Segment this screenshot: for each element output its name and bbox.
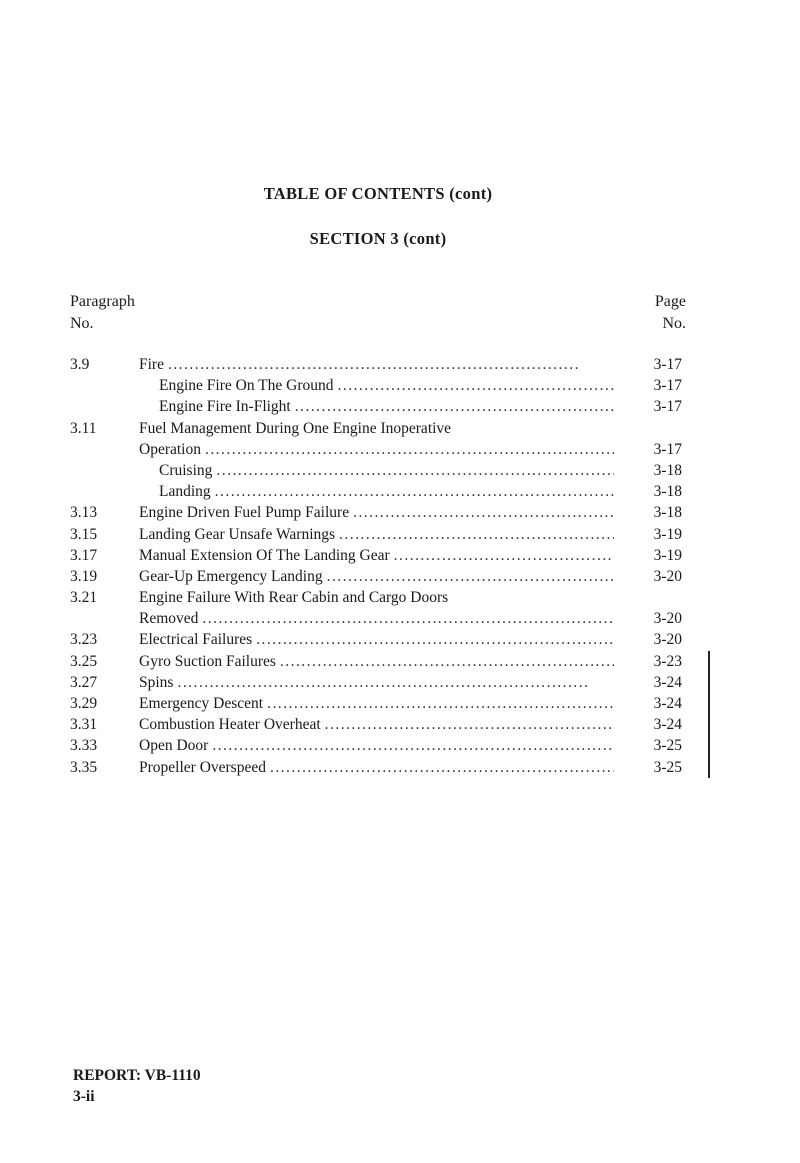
toc-row — [0, 354, 800, 375]
toc-row — [0, 672, 800, 693]
toc-row — [0, 439, 800, 460]
toc-entry — [159, 460, 614, 481]
entry-title: Gyro Suction Failures — [139, 652, 276, 670]
page-number: 3-25 — [653, 737, 682, 755]
toc-entry — [139, 629, 614, 650]
toc-entry — [139, 757, 614, 778]
page-header-line1: Page — [654, 293, 686, 310]
toc-row — [0, 502, 800, 523]
entry-title: Cruising — [159, 461, 213, 479]
entry-title: Emergency Descent — [139, 695, 264, 712]
toc-title: TABLE OF CONTENTS (cont) — [263, 184, 493, 203]
toc-entry — [139, 672, 614, 693]
toc-entry — [139, 439, 614, 460]
paragraph-number: 3.19 — [70, 567, 98, 585]
paragraph-number: 3.31 — [70, 716, 98, 734]
toc-entry — [159, 396, 614, 417]
paragraph-number: 3.17 — [70, 546, 98, 564]
dot-leader — [270, 757, 614, 778]
dot-leader — [394, 545, 614, 566]
toc-row — [0, 757, 800, 778]
page-number: 3-19 — [653, 546, 682, 564]
page-number: 3-17 — [653, 356, 682, 373]
paragraph-header-line1: Paragraph — [70, 293, 135, 310]
toc-row — [0, 524, 800, 545]
page-number: 3-24 — [653, 673, 682, 691]
entry-title: Removed — [139, 610, 199, 628]
page-number: 3-18 — [653, 483, 682, 501]
entry-title: Fire — [139, 356, 164, 373]
toc-row — [0, 735, 800, 756]
paragraph-number: 3.15 — [70, 525, 98, 543]
dot-leader — [256, 629, 614, 650]
entry-title: Combustion Heater Overheat — [139, 716, 321, 734]
dot-leader — [339, 524, 614, 545]
entry-title: Gear-Up Emergency Landing — [139, 567, 323, 585]
entry-title: Electrical Failures — [139, 631, 253, 649]
page-number: 3-25 — [653, 758, 682, 776]
toc-entry — [139, 566, 614, 587]
paragraph-column-header — [70, 291, 135, 335]
toc-entry — [139, 714, 614, 735]
page-number: 3-20 — [653, 610, 682, 628]
toc-entry — [139, 651, 614, 672]
toc-row — [0, 460, 800, 481]
dot-leader — [205, 439, 614, 460]
dot-leader — [177, 672, 614, 693]
page-number: 3-20 — [653, 631, 682, 649]
page-number: 3-17 — [653, 440, 682, 458]
dot-leader — [327, 566, 614, 587]
paragraph-number: 3.29 — [70, 695, 98, 712]
dot-leader — [325, 714, 614, 735]
toc-entry — [139, 524, 614, 545]
entry-title: Landing — [159, 483, 211, 501]
page-column-header — [600, 291, 686, 335]
entry-title: Spins — [139, 673, 174, 691]
paragraph-number: 3.33 — [70, 737, 98, 755]
toc-row — [0, 714, 800, 735]
entry-title: Manual Extension Of The Landing Gear — [139, 546, 390, 564]
dot-leader — [212, 735, 614, 756]
page-number: 3-19 — [653, 525, 682, 543]
entry-title: Open Door — [139, 737, 209, 755]
dot-leader — [280, 651, 614, 672]
paragraph-number: 3.23 — [70, 631, 98, 649]
paragraph-number: 3.9 — [70, 356, 90, 373]
paragraph-number: 3.25 — [70, 652, 98, 670]
entry-title: Engine Failure With Rear Cabin and Cargo Doors — [139, 589, 449, 607]
toc-row — [0, 418, 800, 439]
toc-row — [0, 651, 800, 672]
toc-entry — [139, 354, 614, 375]
section-title: SECTION 3 (cont) — [309, 229, 447, 248]
toc-row — [0, 375, 800, 396]
entry-title: Fuel Management During One Engine Inoperative — [139, 419, 452, 437]
dot-leader — [216, 460, 614, 481]
toc-row — [0, 481, 800, 502]
toc-row — [0, 587, 800, 608]
paragraph-header-line2: No. — [70, 315, 94, 332]
toc-entry — [139, 735, 614, 756]
entry-title: Engine Fire In-Flight — [159, 398, 291, 416]
paragraph-number: 3.21 — [70, 589, 98, 607]
toc-row — [0, 693, 800, 714]
page-number: 3-24 — [653, 695, 682, 712]
dot-leader — [168, 354, 614, 375]
dot-leader — [202, 608, 614, 629]
paragraph-number: 3.13 — [70, 504, 98, 522]
dot-leader — [295, 396, 614, 417]
dot-leader — [353, 502, 614, 523]
page-number: 3-18 — [653, 461, 682, 479]
toc-entry — [139, 502, 614, 523]
page-number: 3-17 — [653, 377, 682, 395]
entry-title: Propeller Overspeed — [139, 758, 266, 776]
toc-entry — [139, 587, 614, 608]
toc-entry — [139, 608, 614, 629]
entry-title: Landing Gear Unsafe Warnings — [139, 525, 336, 543]
toc-entry — [139, 545, 614, 566]
page-number: 3-24 — [653, 716, 682, 734]
page-identifier: 3-ii — [73, 1088, 95, 1105]
toc-row — [0, 608, 800, 629]
toc-entry — [139, 693, 614, 714]
paragraph-number: 3.11 — [70, 419, 97, 437]
dot-leader — [338, 375, 615, 396]
toc-row — [0, 629, 800, 650]
paragraph-number: 3.35 — [70, 758, 98, 776]
toc-row — [0, 396, 800, 417]
report-number: REPORT: VB-1110 — [73, 1067, 201, 1084]
entry-title: Operation — [139, 440, 201, 458]
page-number: 3-20 — [653, 567, 682, 585]
dot-leader — [267, 693, 614, 714]
page-number: 3-18 — [653, 504, 682, 522]
page-number: 3-23 — [653, 652, 682, 670]
toc-row — [0, 545, 800, 566]
dot-leader — [215, 481, 614, 502]
entry-title: Engine Fire On The Ground — [159, 377, 334, 395]
toc-entry — [139, 418, 614, 439]
page-header-line2: No. — [662, 315, 686, 332]
entry-title: Engine Driven Fuel Pump Failure — [139, 504, 350, 522]
toc-list — [0, 354, 800, 778]
toc-entry — [159, 375, 614, 396]
page-number: 3-17 — [653, 398, 682, 416]
toc-row — [0, 566, 800, 587]
paragraph-number: 3.27 — [70, 673, 98, 691]
revision-change-bar — [708, 651, 710, 778]
toc-entry — [159, 481, 614, 502]
